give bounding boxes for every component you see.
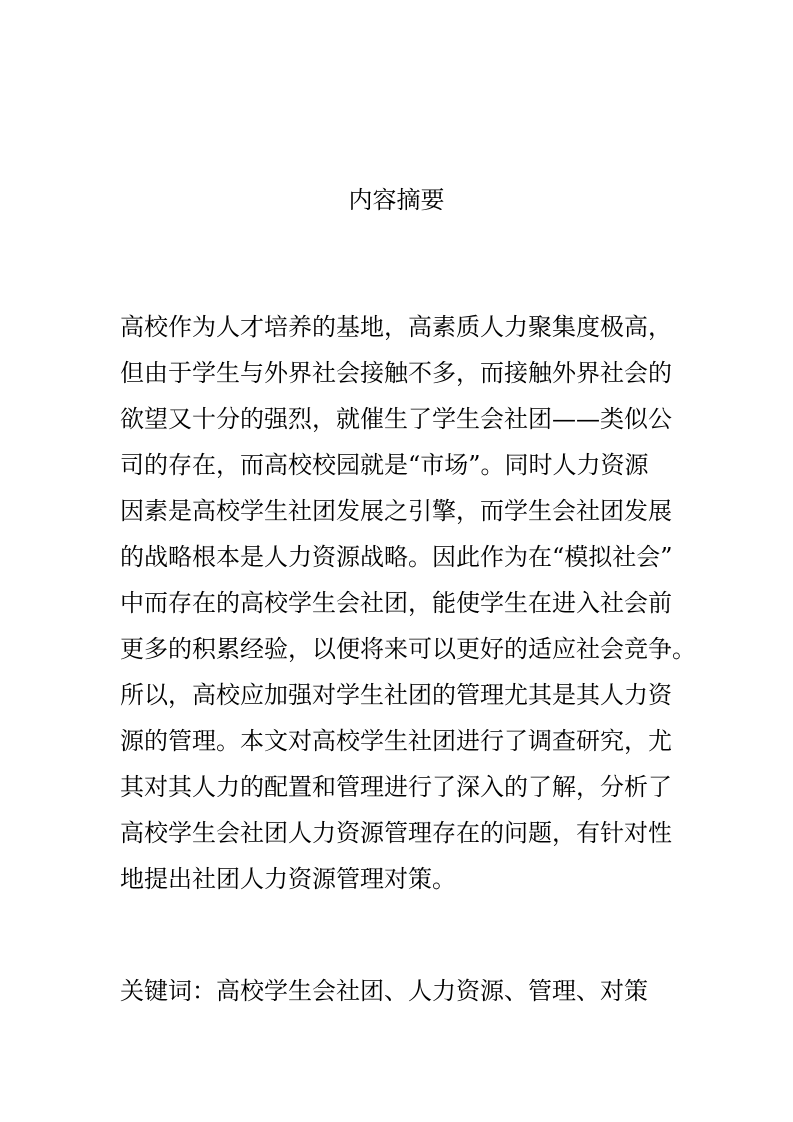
abstract-line: 欲望又十分的强烈，就催生了学生会社团——类似公 bbox=[120, 405, 672, 433]
keywords-line: 关键词：高校学生会社团、人力资源、管理、对策 bbox=[120, 977, 648, 1005]
abstract-line: 的战略根本是人力资源战略。因此作为在“模拟社会” bbox=[120, 543, 673, 571]
document-title: 内容摘要 bbox=[348, 186, 445, 214]
abstract-line: 中而存在的高校学生会社团，能使学生在进入社会前 bbox=[120, 589, 672, 617]
abstract-line: 高校学生会社团人力资源管理存在的问题，有针对性 bbox=[120, 819, 672, 847]
abstract-line: 但由于学生与外界社会接触不多，而接触外界社会的 bbox=[120, 359, 672, 387]
abstract-line: 因素是高校学生社团发展之引擎，而学生会社团发展 bbox=[120, 497, 672, 525]
abstract-body bbox=[120, 304, 700, 902]
abstract-line: 所以，高校应加强对学生社团的管理尤其是其人力资 bbox=[120, 681, 672, 709]
abstract-line: 司的存在，而高校校园就是“市场”。同时人力资源 bbox=[120, 451, 649, 479]
abstract-line: 高校作为人才培养的基地，高素质人力聚集度极高， bbox=[120, 313, 672, 341]
abstract-line: 地提出社团人力资源管理对策。 bbox=[120, 865, 456, 893]
abstract-line: 源的管理。本文对高校学生社团进行了调查研究，尤 bbox=[120, 727, 672, 755]
abstract-line: 其对其人力的配置和管理进行了深入的了解，分析了 bbox=[120, 773, 672, 801]
abstract-line: 更多的积累经验，以便将来可以更好的适应社会竞争。 bbox=[120, 635, 696, 663]
